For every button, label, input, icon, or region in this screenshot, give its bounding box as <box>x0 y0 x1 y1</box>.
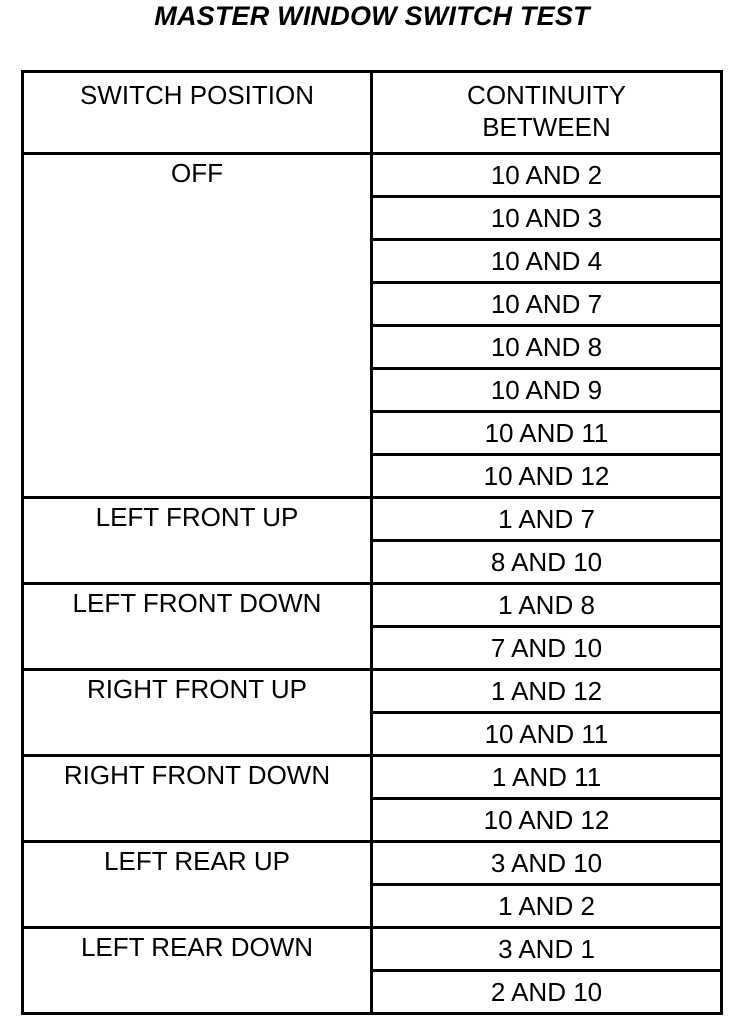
switch-position-cell: LEFT REAR DOWN <box>23 928 372 1014</box>
table-row <box>23 154 722 197</box>
header-switch-position <box>23 72 372 154</box>
switch-position-cell: RIGHT FRONT DOWN <box>23 756 372 842</box>
continuity-cell: 1 AND 8 <box>372 584 722 627</box>
header-continuity-line1: CONTINUITY <box>467 80 626 110</box>
header-continuity-line2: BETWEEN <box>482 112 611 142</box>
continuity-cell: 1 AND 7 <box>372 498 722 541</box>
continuity-cell: 3 AND 10 <box>372 842 722 885</box>
switch-position-cell: LEFT REAR UP <box>23 842 372 928</box>
continuity-cell: 10 AND 3 <box>372 197 722 240</box>
table-row <box>23 584 722 627</box>
table-row <box>23 756 722 799</box>
table-row <box>23 928 722 971</box>
continuity-cell: 3 AND 1 <box>372 928 722 971</box>
table-row <box>23 842 722 885</box>
continuity-cell: 10 AND 4 <box>372 240 722 283</box>
continuity-cell: 10 AND 8 <box>372 326 722 369</box>
continuity-cell: 10 AND 7 <box>372 283 722 326</box>
continuity-cell: 1 AND 2 <box>372 885 722 928</box>
continuity-cell: 10 AND 12 <box>372 799 722 842</box>
page-title: MASTER WINDOW SWITCH TEST <box>154 1 590 31</box>
table-body <box>23 154 722 1014</box>
continuity-cell: 10 AND 11 <box>372 412 722 455</box>
continuity-cell: 1 AND 12 <box>372 670 722 713</box>
switch-position-cell: LEFT FRONT UP <box>23 498 372 584</box>
continuity-cell: 10 AND 12 <box>372 455 722 498</box>
header-switch-position-label: SWITCH POSITION <box>80 80 314 110</box>
switch-position-cell: OFF <box>23 154 372 498</box>
continuity-cell: 10 AND 2 <box>372 154 722 197</box>
continuity-cell: 2 AND 10 <box>372 971 722 1014</box>
continuity-cell: 7 AND 10 <box>372 627 722 670</box>
header-row <box>23 72 722 154</box>
header-continuity-between <box>372 72 722 154</box>
continuity-cell: 10 AND 9 <box>372 369 722 412</box>
table-row <box>23 670 722 713</box>
switch-test-table <box>21 70 723 1015</box>
continuity-cell: 10 AND 11 <box>372 713 722 756</box>
switch-position-cell: LEFT FRONT DOWN <box>23 584 372 670</box>
continuity-cell: 1 AND 11 <box>372 756 722 799</box>
continuity-cell: 8 AND 10 <box>372 541 722 584</box>
table-row <box>23 498 722 541</box>
switch-position-cell: RIGHT FRONT UP <box>23 670 372 756</box>
